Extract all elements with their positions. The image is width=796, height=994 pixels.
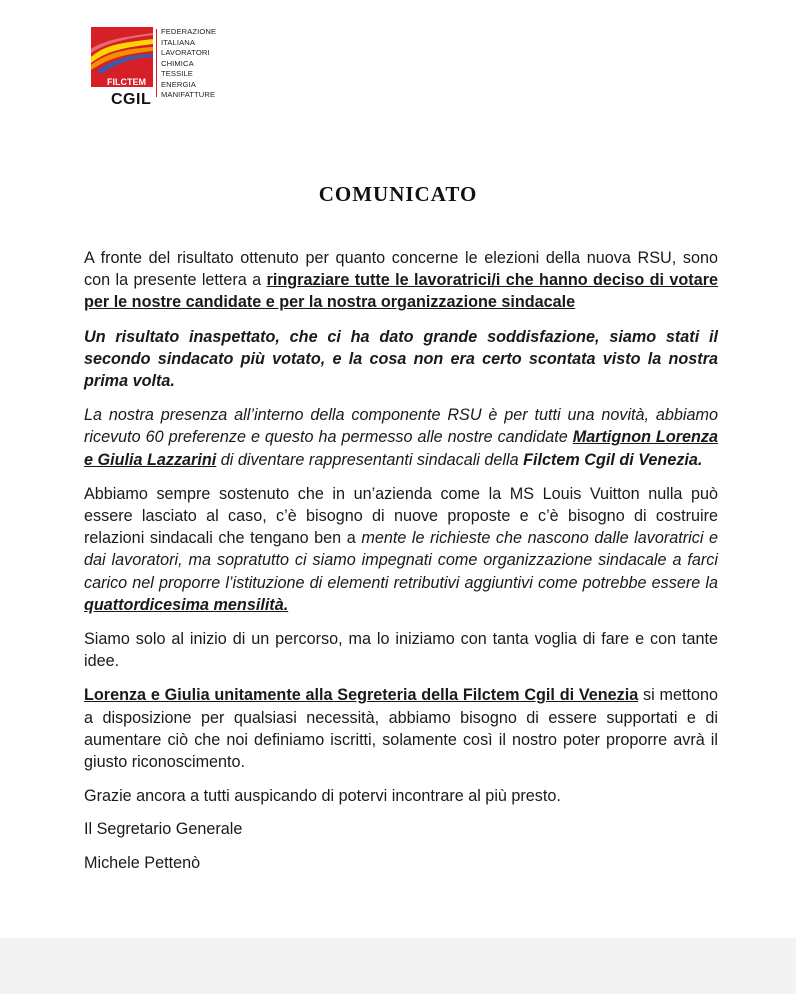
logo-word: MANIFATTURE: [161, 90, 216, 99]
logo-word: ENERGIA: [161, 79, 196, 89]
logo-filctem-text: FILCTEM: [107, 77, 146, 87]
closing-thanks: Grazie ancora a tutti auspicando di potervi incontrare al più presto.: [84, 787, 561, 806]
filctem-cgil-logo: [91, 27, 226, 113]
paragraph-presence: [84, 404, 718, 471]
paragraph-beginning: Siamo solo al inizio di un percorso, ma lo iniziamo con tanta voglia di fare e con tante idee.: [84, 630, 718, 671]
logo-word: CHIMICA: [161, 58, 194, 68]
paragraph-text: Abbiamo sempre sostenuto che in un’azienda come la MS Louis Vuitton nulla può essere lasciato al caso, c’è bisogno di nuove proposte e c’è bisogno di costruire relazioni sindacali che tengano ben a: [84, 484, 718, 548]
logo-word: FEDERAZIONE: [161, 27, 217, 36]
page-title: COMUNICATO: [318, 182, 478, 206]
paragraph-thanks: [84, 247, 718, 314]
paragraph-proposals: [84, 483, 718, 616]
logo-word: ITALIANA: [161, 37, 195, 47]
paragraph-italic: mente le richieste che nascono dalle lavoratrici e dai lavoratori, ma sopratutto ci siamo impegnati come organizzazione sindacale a farci carico nel proporre l’istituzione di elementi retributivi aggiuntivi come potrebbe essere la: [84, 529, 718, 592]
paragraph-text: A fronte del risultato ottenuto per quanto concerne le elezioni della nuova RSU, sono con la presente lettera a: [84, 249, 718, 290]
paragraph-emphasis: Lorenza e Giulia unitamente alla Segreteria della Filctem Cgil di Venezia: [84, 686, 639, 705]
signature-name: Michele Pettenò: [84, 853, 201, 872]
logo-word: TESSILE: [161, 69, 193, 78]
paragraph-emphasis: quattordicesima mensilità.: [84, 595, 289, 614]
logo-word: LAVORATORI: [161, 48, 210, 57]
logo-federation-words: [161, 27, 231, 101]
logo-divider: [156, 29, 157, 97]
page-bottom-margin: [0, 938, 796, 994]
paragraph-text: si mettono a disposizione per qualsiasi necessità, abbiamo bisogno di essere supportati e di aumentare ciò che noi definiamo iscritti, solamente così il nostro poter proporre avrà il giusto riconoscimento.: [84, 686, 718, 772]
candidates-names: Martignon Lorenza e Giulia Lazzarini: [84, 428, 718, 469]
document-body: [84, 247, 718, 885]
paragraph-emphasis: ringraziare tutte le lavoratrici/i che hanno deciso di votare per le nostre candidate e per la nostra organizzazione sindacale: [84, 271, 718, 312]
paragraph-text: La nostra presenza all’interno della componente RSU è per tutti una novità, abbiamo ricevuto 60 preferenze e questo ha permesso alle nostre candidate: [84, 406, 718, 447]
paragraph-result: Un risultato inaspettato, che ci ha dato grande soddisfazione, siamo stati il secondo sindacato più votato, e la cosa non era certo scontata visto la nostra prima volta.: [84, 327, 718, 391]
signature-role: Il Segretario Generale: [84, 820, 243, 839]
union-name: Filctem Cgil di Venezia.: [523, 450, 703, 469]
logo-cgil-text: CGIL: [111, 91, 152, 108]
paragraph-availability: [84, 684, 718, 773]
paragraph-text: di diventare rappresentanti sindacali della: [216, 450, 524, 469]
